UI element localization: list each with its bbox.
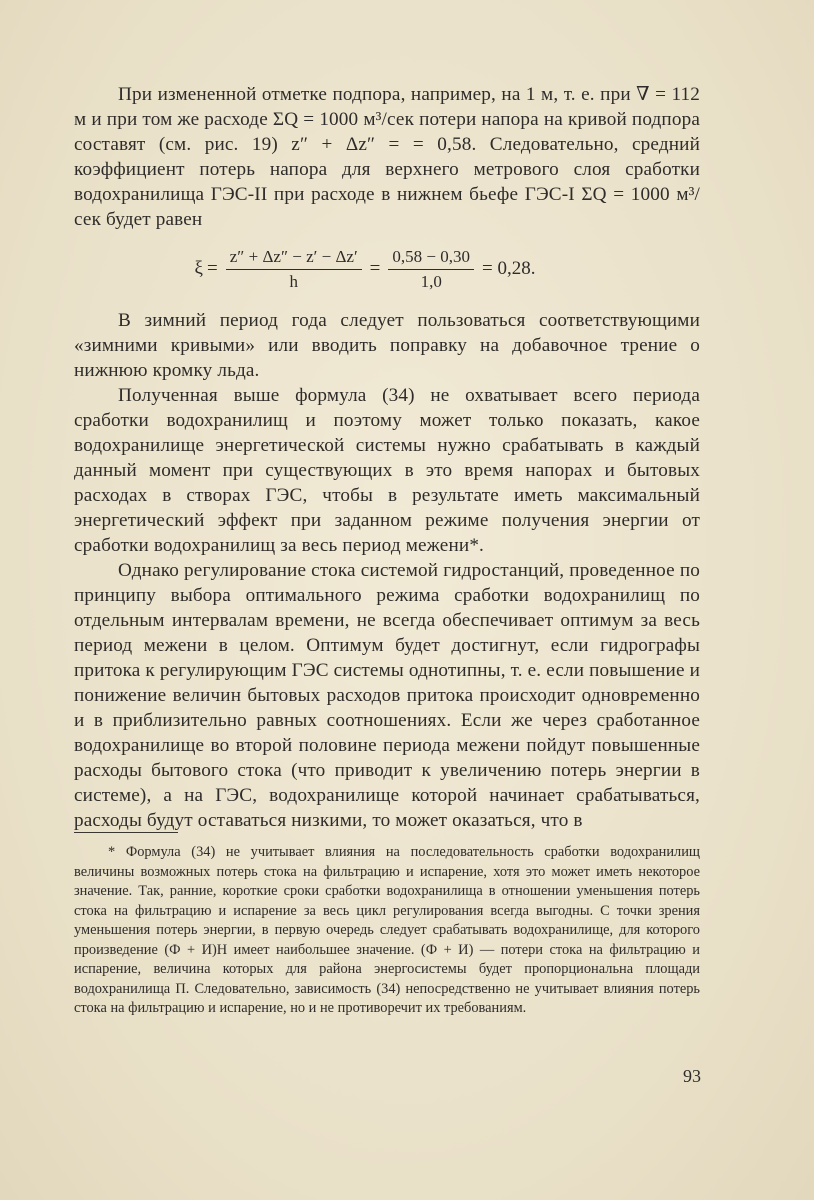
paragraph-3: Полученная выше формула (34) не охватывает всего периода сработки водохранилищ и поэтому может только показать, какое водохранилище энергетической системы нужно срабатывать в каждый данный момент при существующих в это время напорах и бытовых расходах в створах ГЭС, чтобы в результате иметь максимальный энергетический эффект при заданном режиме получения энергии от сработки водохранилищ за весь период межени*. [74, 385, 700, 556]
formula-fraction-numeric [388, 247, 474, 292]
footnote-divider [74, 832, 178, 833]
page-number: 93 [683, 1066, 701, 1086]
formula-fraction-symbolic [226, 247, 362, 292]
formula-equals: = [207, 258, 218, 279]
paragraph-2: В зимний период года следует пользоваться соответствующими «зимними кривыми» или вводить поправку на добавочное трение о нижнюю кромку льда. [74, 310, 700, 381]
formula-frac1-numerator: z″ + Δz″ − z′ − Δz′ [226, 247, 362, 270]
formula-lhs: ξ [194, 258, 204, 279]
formula-xi [74, 238, 700, 300]
formula-equals-2: = [369, 258, 381, 279]
footnote [74, 843, 700, 1019]
formula-result: = 0,28. [481, 258, 536, 279]
formula-frac1-denominator: h [289, 271, 298, 291]
formula-frac2-denominator: 1,0 [420, 271, 442, 291]
main-text [74, 82, 700, 833]
paragraph-4: Однако регулирование стока системой гидростанций, проведенное по принципу выбора оптимального режима сработки водохранилищ по отдельным интервалам времени, не всегда обеспечивает оптимум за весь период межени в целом. Оптимум будет достигнут, если гидрографы притока к регулирующим ГЭС системы однотипны, т. е. если повышение и понижение величин бытовых расходов притока происходит одновременно и в приблизительно равных соотношениях. Если же через сработанное водохранилище во второй половине периода межени пойдут повышенные расходы бытового стока (что приводит к увеличению потерь энергии в системе), а на ГЭС, водохранилище которой начинает срабатываться, расходы будут оставаться низкими, то может оказаться, что в [74, 560, 700, 831]
formula-frac2-numerator: 0,58 − 0,30 [388, 247, 474, 270]
paragraph-1: При измененной отметке подпора, например, на 1 м, т. е. при ∇ = 112 м и при том же расходе ΣQ = 1000 м³/сек потери напора на кривой подпора составят (см. рис. 19) z″ + Δz″ = = 0,58. Следовательно, средний коэффициент потерь напора для верхнего метрового слоя сработки водохранилища ГЭС-II при расходе в нижнем бьефе ГЭС-I ΣQ = 1000 м³/сек будет равен [74, 84, 700, 230]
footnote-text: * Формула (34) не учитывает влияния на последовательность сработки водохранилищ величины возможных потерь стока на фильтрацию и испарение, хотя это может иметь некоторое значение. Так, ранние, короткие сроки сработки водохранилища в отношении уменьшения потерь стока на фильтрацию и испарение за весь цикл регулирования всегда выгодны. С точки зрения уменьшения потерь энергии, в первую очередь следует срабатывать водохранилище, для которого произведение (Ф + И)Н имеет наибольшее значение. (Ф + И) — потери стока на фильтрацию и испарение, величина которых для района энергосистемы будет пропорциональна площади водохранилища П. Следовательно, зависимость (34) непосредственно не учитывает влияния потерь стока на фильтрацию и испарение, но и не противоречит их требованиям. [74, 844, 700, 1016]
